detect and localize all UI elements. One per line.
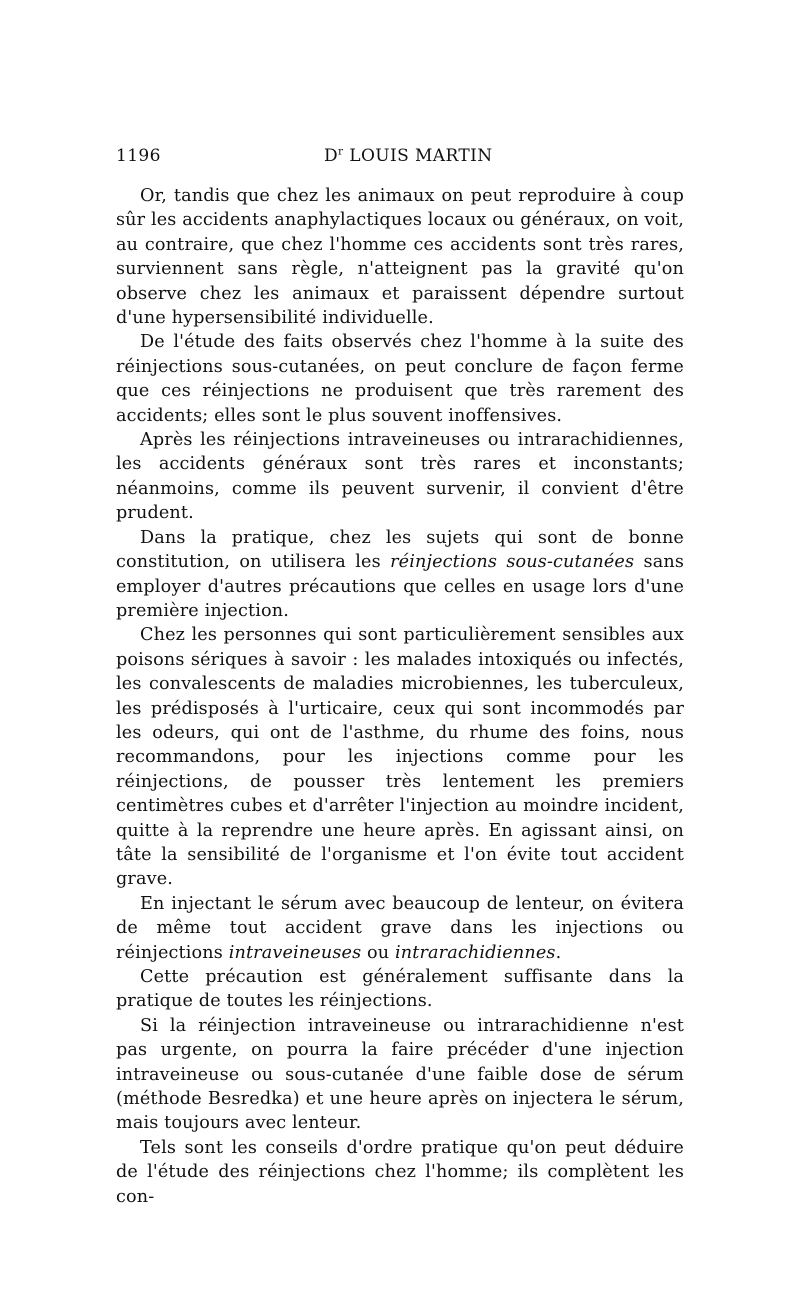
paragraph: [116, 526, 684, 624]
page-number: 1196: [116, 146, 161, 166]
italic-term: intraveineuses: [228, 942, 362, 963]
paragraph: Or, tandis que chez les animaux on peut reproduire à coup sûr les accidents anaphylactiques locaux ou généraux, on voit, au contraire, que chez l'homme ces accidents sont très rares, surviennent sans règle, n'atteignent pas la gravité qu'on observe chez les animaux et paraissent dépendre surtout d'une hypersensibilité individuelle.: [116, 186, 684, 329]
paragraph: Chez les personnes qui sont particulièrement sensibles aux poisons sériques à savoir : les malades intoxiqués ou infectés, les convalescents de maladies microbiennes, les tuberculeux, les prédisposés à l'urticaire, ceux qui sont incommodés par les odeurs, qui ont de l'asthme, du rhume des foins, nous recommandons, pour les injections comme pour les réinjections, de pousser très lentement les premiers centimètres cubes et d'arrêter l'injection au moindre incident, quitte à la reprendre une heure après. En agissant ainsi, on tâte la sensibilité de l'organisme et l'on évite tout accident grave.: [116, 625, 684, 890]
paragraph: [116, 892, 684, 965]
paragraph: Si la réinjection intraveineuse ou intrarachidienne n'est pas urgente, on pourra la faire précéder d'une injection intraveineuse ou sous-cutanée d'une faible dose de sérum (méthode Besredka) et une heure après on injectera le sérum, mais toujours avec lenteur.: [116, 1015, 684, 1134]
italic-term: intrarachidiennes: [394, 942, 556, 963]
running-title: [324, 146, 493, 166]
paragraph: De l'étude des faits observés chez l'homme à la suite des réinjections sous-cutanées, on peut conclure de façon ferme que ces réinjections ne produisent que très rarement des accidents; elles sont le plus souvent inoffensives.: [116, 332, 684, 426]
paragraph-text: .: [555, 942, 562, 963]
running-header: [116, 146, 684, 170]
paragraph: Après les réinjections intraveineuses ou intrarachidiennes, les accidents généraux sont très rares et inconstants; néanmoins, comme ils peuvent survenir, il convient d'être prudent.: [116, 430, 684, 524]
paragraph-text: sans employer d'autres précautions que celles en usage lors d'une première injection.: [116, 552, 684, 621]
paragraph-text: Dans la pratique, chez les sujets qui sont de bonne constitution, on utilisera les: [116, 527, 684, 573]
author-prefix-superscript: r: [338, 145, 344, 158]
paragraph: Cette précaution est généralement suffisante dans la pratique de toutes les réinjections.: [116, 967, 684, 1012]
paragraph-text: En injectant le sérum avec beaucoup de lenteur, on évitera de même tout accident grave dans les injections ou réinjections: [116, 893, 684, 963]
paragraph-text: ou: [361, 942, 395, 963]
italic-term: réinjections sous-cutanées: [390, 552, 635, 573]
author-name: LOUIS MARTIN: [343, 146, 493, 166]
author-prefix: D: [324, 146, 339, 166]
paragraph: Tels sont les conseils d'ordre pratique qu'on peut déduire de l'étude des réinjections chez l'homme; ils complètent les con-: [116, 1137, 684, 1207]
body-text: [116, 184, 684, 1209]
